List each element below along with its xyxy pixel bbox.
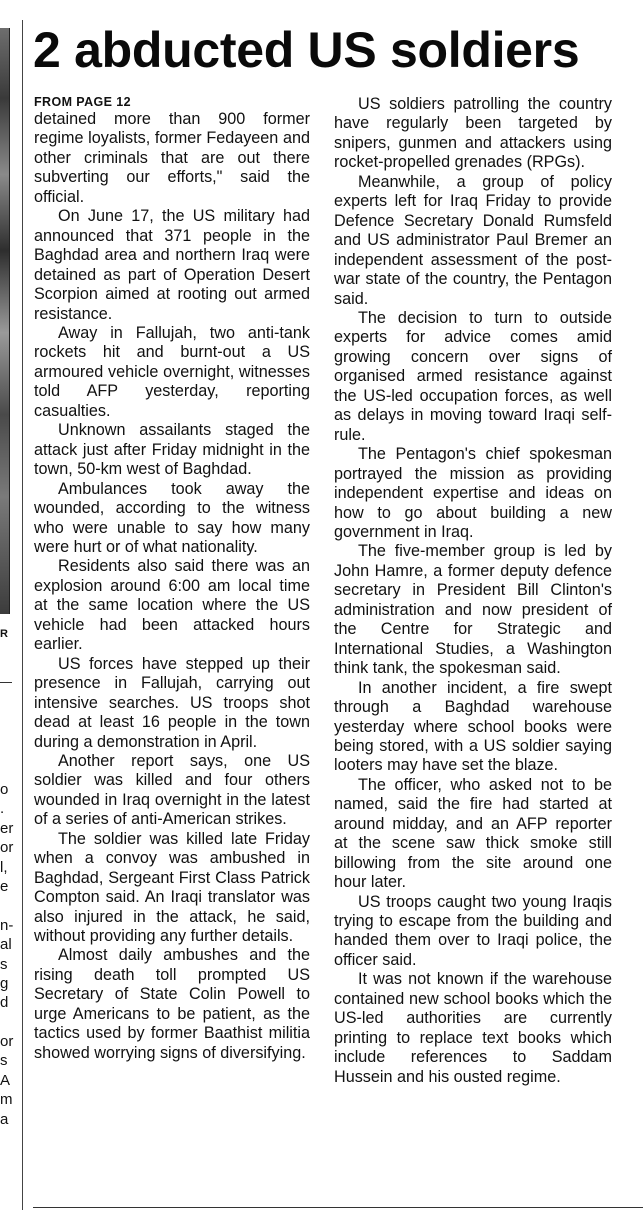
adjacent-text-fragment: . bbox=[0, 800, 5, 818]
adjacent-text-fragment: s bbox=[0, 1052, 8, 1070]
article-headline: 2 abducted US soldiers bbox=[33, 22, 580, 78]
adjacent-text-fragment: A bbox=[0, 1071, 11, 1089]
adjacent-text-fragment: er bbox=[0, 819, 14, 837]
article-paragraph: Another report says, one US soldier was killed and four others wounded in Iraq overnight in the latest of a series of anti-American strikes. bbox=[34, 751, 310, 829]
article-paragraph: In another incident, a fire swept through a Baghdad warehouse yesterday where school books were being stored, with a US soldier saying looters may have set the blaze. bbox=[334, 678, 612, 775]
article-paragraph: US forces have stepped up their presence in Fallujah, carrying out intensive searches. US troops shot dead at least 16 people in the town during a demonstration in April. bbox=[34, 654, 310, 751]
article-paragraph: The Pentagon's chief spokesman portrayed the mission as providing independent expertise and ideas on how to go about building a new government in Iraq. bbox=[334, 445, 612, 541]
article-column-1 bbox=[34, 95, 310, 1063]
photo-border bbox=[9, 28, 10, 614]
article-paragraph: US soldiers patrolling the country have regularly been targeted by snipers, gunmen and attackers using rocket-propelled grenades (RPGs). bbox=[334, 95, 612, 172]
article-paragraph: The soldier was killed late Friday when a convoy was ambushed in Baghdad, Sergeant First Class Patrick Compton said. An Iraqi translator was also injured in the attack, he said, without providing any further details. bbox=[34, 829, 310, 946]
article-paragraph: The officer, who asked not to be named, said the fire had started at around midday, and an AFP reporter at the scene saw thick smoke still billowing from the site around one hour later. bbox=[334, 775, 612, 892]
adjacent-photo-fragment bbox=[0, 28, 9, 614]
adjacent-text-fragment: g bbox=[0, 974, 9, 992]
adjacent-text-fragment: s bbox=[0, 955, 8, 973]
adjacent-caption-fragment: R bbox=[0, 628, 8, 640]
adjacent-text-fragment: m bbox=[0, 1091, 13, 1109]
adjacent-text-fragment: n- bbox=[0, 916, 14, 934]
article-paragraph: Residents also said there was an explosion around 6:00 am local time at the same location where the US vehicle had been attacked hours earlier. bbox=[34, 557, 310, 654]
article-paragraph: The decision to turn to outside experts for advice comes amid growing concern over signs of organised armed resistance against the US-led occupation forces, as well as delays in moving toward Iraqi self-rule. bbox=[334, 308, 612, 444]
jump-line: FROM PAGE 12 bbox=[34, 95, 131, 109]
adjacent-text-fragment: l, bbox=[0, 858, 8, 876]
article-paragraph: US troops caught two young Iraqis trying to escape from the building and handed them over to Iraqi police, the officer said. bbox=[334, 892, 612, 969]
article-paragraph: detained more than 900 former regime loyalists, former Fedayeen and other criminals that are out there subverting our efforts," said the official. bbox=[34, 110, 310, 206]
article-paragraph: Meanwhile, a group of policy experts left for Iraq Friday to provide Defence Secretary Donald Rumsfeld and US administrator Paul Bremer an independent assessment of the post-war state of the country, the Pentagon said. bbox=[334, 172, 612, 308]
article-paragraph: Unknown assailants staged the attack just after Friday midnight in the town, 50-km west of Baghdad. bbox=[34, 421, 310, 479]
adjacent-text-fragment: or bbox=[0, 839, 14, 857]
column-divider bbox=[22, 20, 23, 1210]
article-paragraph: Away in Fallujah, two anti-tank rockets hit and burnt-out a US armoured vehicle overnight, witnesses told AFP yesterday, reporting casualties. bbox=[34, 323, 310, 420]
adjacent-text-fragment: e bbox=[0, 877, 9, 895]
article-column-2 bbox=[334, 95, 612, 1087]
adjacent-text-fragments bbox=[0, 780, 14, 1129]
adjacent-text-fragment: a bbox=[0, 1110, 9, 1128]
article-paragraph: It was not known if the warehouse contained new school books which the US-led authorities are currently printing to replace text books which include references to Saddam Hussein and his ousted regime. bbox=[334, 970, 612, 1086]
adjacent-text-fragment bbox=[0, 896, 14, 915]
adjacent-article-fragment bbox=[0, 0, 14, 1212]
article-paragraph: The five-member group is led by John Hamre, a former deputy defence secretary in President Bill Clinton's administration and now president of the Centre for Strategic and International Studies, a Washington think tank, the spokesman said. bbox=[334, 542, 612, 678]
article-paragraph: On June 17, the US military had announced that 371 people in the Baghdad area and northern Iraq were detained as part of Operation Desert Scorpion aimed at rooting out armed resistance. bbox=[34, 207, 310, 323]
article-paragraph: Almost daily ambushes and the rising death toll prompted US Secretary of State Colin Powell to urge Americans to be patient, as the tactics used by former Baathist militia showed worrying signs of diversifying. bbox=[34, 946, 310, 1062]
article-paragraph: Ambulances took away the wounded, according to the witness who were unable to say how many were hurt or of what nationality. bbox=[34, 479, 310, 556]
adjacent-divider bbox=[0, 682, 12, 683]
adjacent-text-fragment: al bbox=[0, 936, 12, 954]
adjacent-text-fragment: d bbox=[0, 994, 9, 1012]
adjacent-text-fragment: o bbox=[0, 781, 9, 798]
bottom-rule bbox=[33, 1207, 643, 1208]
adjacent-text-fragment bbox=[0, 1013, 14, 1032]
adjacent-text-fragment: or bbox=[0, 1033, 14, 1051]
